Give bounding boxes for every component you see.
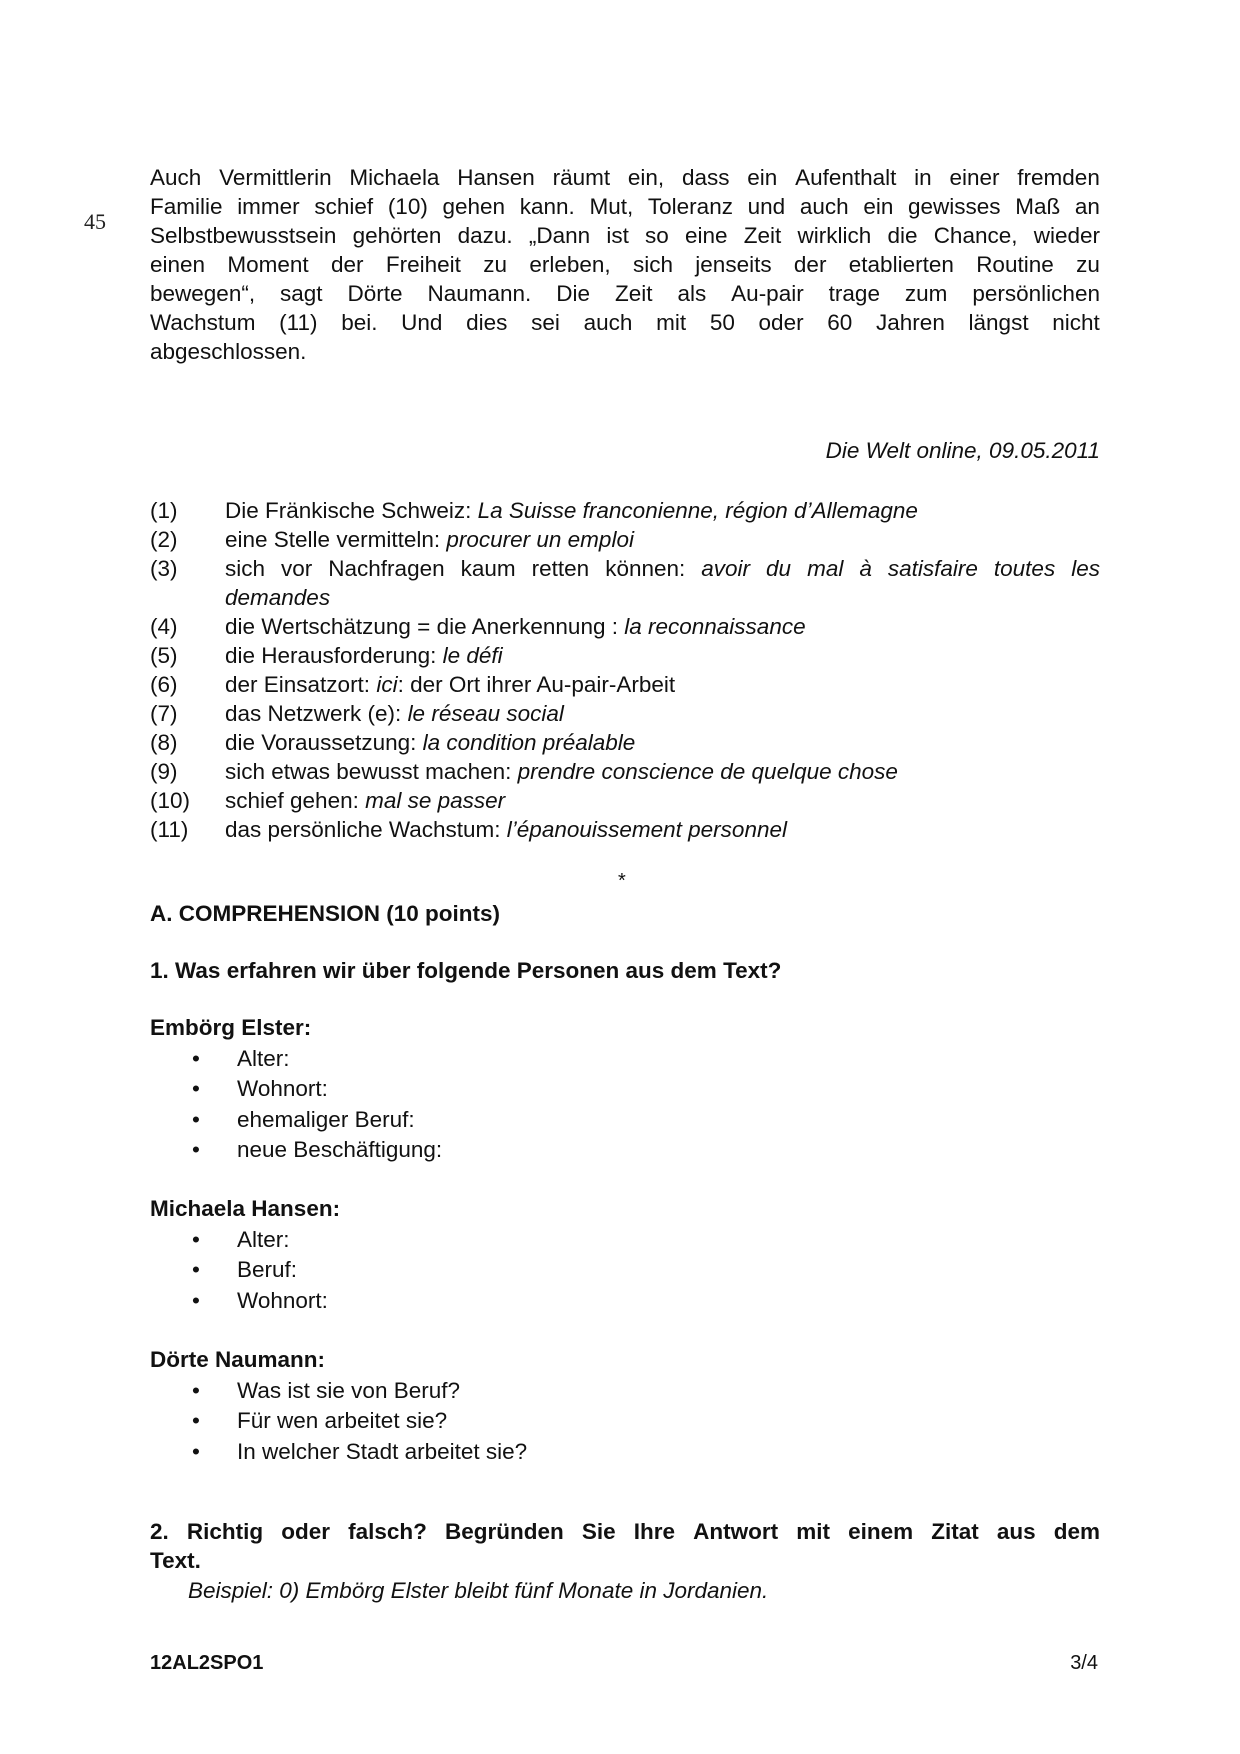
article-paragraph	[150, 163, 1100, 366]
paragraph-line	[150, 279, 1100, 308]
word: Und	[401, 310, 443, 335]
glossary-translation: le réseau social	[407, 701, 564, 726]
list-item-text: neue Beschäftigung:	[237, 1137, 443, 1162]
glossary-term: die Herausforderung:	[225, 643, 443, 668]
word: eine	[685, 223, 728, 248]
word: les	[1071, 556, 1100, 581]
paragraph-line	[150, 308, 1100, 337]
glossary-number: (6)	[150, 672, 178, 697]
word: zu	[1076, 252, 1100, 277]
word: Selbstbewusstsein	[150, 223, 337, 248]
word: du	[766, 556, 792, 581]
list-item	[150, 1437, 1100, 1468]
glossary-item	[150, 670, 1100, 699]
glossary-item	[150, 728, 1100, 757]
glossary-item	[150, 699, 1100, 728]
word: Hansen	[457, 165, 535, 190]
paragraph-line	[150, 221, 1100, 250]
word: wirklich	[797, 223, 872, 248]
list-item-text: Alter:	[237, 1226, 290, 1252]
word: ein,	[627, 165, 665, 190]
person-block-elster	[150, 1013, 1100, 1166]
word: toutes	[993, 556, 1056, 581]
glossary-number: (7)	[150, 701, 178, 726]
person-block-naumann	[150, 1345, 1100, 1467]
glossary-number: (10)	[150, 788, 191, 813]
word: sei	[531, 310, 560, 335]
person-name: Embörg Elster:	[150, 1015, 312, 1040]
word: etablierten	[848, 252, 954, 277]
word: vor	[281, 556, 313, 581]
word: an	[1074, 194, 1100, 219]
word: dass	[681, 165, 730, 190]
word: mit	[796, 1519, 830, 1544]
word: auch	[799, 194, 849, 219]
word: dem	[1053, 1519, 1100, 1544]
bullet-icon: •	[192, 1377, 200, 1403]
bullet-icon: •	[192, 1106, 200, 1132]
word: gehörten	[352, 223, 442, 248]
word: räumt	[552, 165, 611, 190]
word: einen	[150, 252, 206, 277]
word: gewisses	[908, 194, 1001, 219]
word: sagt	[280, 281, 323, 306]
word: Zitat	[931, 1519, 979, 1544]
paragraph-line	[150, 192, 1100, 221]
person-question-list	[150, 1376, 1100, 1468]
list-item-text: Was ist sie von Beruf?	[237, 1377, 461, 1403]
word: Mut,	[589, 194, 634, 219]
word: Toleranz	[647, 194, 733, 219]
question-2-line	[150, 1517, 1100, 1546]
word: jenseits	[695, 252, 772, 277]
word: der	[331, 252, 364, 277]
word: und	[747, 194, 786, 219]
word: (10)	[387, 194, 428, 219]
glossary-term: die Voraussetzung:	[225, 730, 423, 755]
glossary-suffix: : der Ort ihrer Au-pair-Arbeit	[397, 672, 676, 697]
glossary-number: (1)	[150, 498, 178, 523]
glossary-item	[150, 525, 1100, 554]
list-item-text: Alter:	[237, 1045, 290, 1071]
bullet-icon: •	[192, 1408, 200, 1433]
bullet-icon: •	[192, 1076, 200, 1101]
list-item	[150, 1074, 1100, 1105]
word: bewegen“,	[150, 281, 256, 306]
glossary-item	[150, 612, 1100, 641]
word: 2.	[150, 1519, 169, 1544]
glossary-translation: ici	[376, 672, 398, 697]
word: Richtig	[186, 1519, 264, 1544]
bullet-icon: •	[192, 1137, 200, 1162]
bullet-icon: •	[192, 1287, 200, 1313]
word: oder	[281, 1519, 330, 1544]
word: zum	[904, 281, 948, 306]
bullet-icon: •	[192, 1045, 200, 1071]
word: einer	[949, 165, 1000, 190]
list-item	[150, 1406, 1100, 1437]
word: können:	[605, 556, 686, 581]
list-item	[150, 1255, 1100, 1286]
page-number: 3/4	[1070, 1652, 1098, 1674]
word: mit	[656, 310, 687, 335]
word: Moment	[227, 252, 309, 277]
word: avoir	[701, 556, 751, 581]
paragraph-line	[150, 337, 1100, 366]
question-2	[150, 1517, 1100, 1575]
glossary-term: sich etwas bewusst machen:	[225, 759, 518, 784]
word: zu	[483, 252, 507, 277]
glossary-term: schief gehen:	[225, 788, 366, 813]
word: Jahren	[876, 310, 945, 335]
word: Zeit	[743, 223, 782, 248]
list-item-text: Wohnort:	[237, 1076, 328, 1101]
glossary-number: (3)	[150, 556, 178, 581]
word: gehen	[442, 194, 506, 219]
glossary-translation: prendre conscience de quelque chose	[517, 759, 898, 784]
word: Aufenthalt	[795, 165, 897, 190]
glossary-translation: la reconnaissance	[624, 614, 806, 639]
bullet-icon: •	[192, 1257, 200, 1282]
glossary-item	[150, 554, 1100, 612]
list-item	[150, 1044, 1100, 1075]
word: nicht	[1052, 310, 1100, 335]
word: bei.	[341, 310, 378, 335]
word: 50	[709, 310, 735, 335]
word: Begründen	[445, 1519, 564, 1544]
article-source: Die Welt online, 09.05.2011	[825, 438, 1100, 463]
line-number: 45	[84, 209, 106, 234]
word: längst	[968, 310, 1029, 335]
word: der	[793, 252, 827, 277]
word: oder	[758, 310, 804, 335]
glossary-translation: procurer un emploi	[446, 527, 634, 552]
word: Die	[556, 281, 591, 306]
word: 60	[827, 310, 853, 335]
list-item-text: ehemaliger Beruf:	[237, 1106, 415, 1132]
list-item	[150, 1225, 1100, 1256]
list-item	[150, 1105, 1100, 1136]
word: ist	[606, 223, 629, 248]
glossary-term: das persönliche Wachstum:	[225, 817, 507, 842]
word: abgeschlossen.	[150, 339, 307, 364]
person-question-list	[150, 1044, 1100, 1166]
bullet-icon: •	[192, 1226, 200, 1252]
glossary	[150, 496, 1100, 844]
person-question-list	[150, 1225, 1100, 1317]
glossary-term: der Einsatzort:	[225, 672, 377, 697]
list-item-text: Wohnort:	[237, 1287, 328, 1313]
word: ein	[863, 194, 894, 219]
word: Zeit	[614, 281, 653, 306]
word: Michaela	[349, 165, 440, 190]
glossary-number: (11)	[150, 817, 189, 842]
list-item	[150, 1135, 1100, 1166]
glossary-term: das Netzwerk (e):	[225, 701, 408, 726]
glossary-translation: mal se passer	[365, 788, 506, 813]
glossary-translation: l’épanouissement personnel	[506, 817, 787, 842]
glossary-number: (9)	[150, 759, 178, 784]
word: Vermittlerin	[219, 165, 332, 190]
word: immer	[237, 194, 300, 219]
word: mal	[807, 556, 844, 581]
glossary-term: die Wertschätzung = die Anerkennung :	[225, 614, 625, 639]
glossary-item	[150, 815, 1100, 844]
list-item	[150, 1376, 1100, 1407]
word: dies	[466, 310, 508, 335]
glossary-translation: demandes	[225, 585, 331, 610]
glossary-item	[150, 496, 1100, 525]
word: Naumann.	[427, 281, 532, 306]
word: „Dann	[528, 223, 591, 248]
glossary-term: eine Stelle vermitteln:	[225, 527, 447, 552]
word: trage	[828, 281, 880, 306]
word: à	[859, 556, 872, 581]
person-name: Michaela Hansen:	[150, 1196, 341, 1221]
word: (11)	[279, 310, 318, 335]
list-item-text: In welcher Stadt arbeitet sie?	[237, 1438, 528, 1464]
example-sentence: Beispiel: 0) Embörg Elster bleibt fünf Monate in Jordanien.	[188, 1578, 769, 1603]
glossary-item	[150, 786, 1100, 815]
word: in	[914, 165, 932, 190]
word: Antwort	[693, 1519, 779, 1544]
question-2-line: Text.	[150, 1548, 201, 1573]
person-block-hansen	[150, 1194, 1100, 1316]
list-item	[150, 1286, 1100, 1317]
word: satisfaire	[887, 556, 978, 581]
paragraph-line	[150, 163, 1100, 192]
word: fremden	[1017, 165, 1100, 190]
word: kann.	[519, 194, 575, 219]
glossary-number: (8)	[150, 730, 178, 755]
word: Freiheit	[385, 252, 461, 277]
word: erleben,	[529, 252, 611, 277]
glossary-number: (2)	[150, 527, 178, 552]
word: sich	[632, 252, 673, 277]
word: kaum	[460, 556, 516, 581]
section-separator: *	[618, 870, 626, 892]
word: Familie	[150, 194, 223, 219]
word: Au-pair	[731, 281, 804, 306]
word: sich	[225, 556, 266, 581]
word: Dörte	[347, 281, 403, 306]
word: dazu.	[457, 223, 513, 248]
word: Maß	[1015, 194, 1061, 219]
section-title: A. COMPREHENSION (10 points)	[150, 901, 501, 926]
word: falsch?	[348, 1519, 427, 1544]
word: Wachstum	[150, 310, 256, 335]
word: Auch	[150, 165, 202, 190]
glossary-translation: la condition préalable	[422, 730, 636, 755]
glossary-number: (4)	[150, 614, 178, 639]
word: Ihre	[633, 1519, 676, 1544]
question-1: 1. Was erfahren wir über folgende Personen aus dem Text?	[150, 958, 782, 983]
paragraph-line	[150, 250, 1100, 279]
word: als	[677, 281, 707, 306]
word: die	[887, 223, 918, 248]
word: Sie	[581, 1519, 616, 1544]
bullet-icon: •	[192, 1438, 200, 1464]
glossary-translation: La Suisse franconienne, région d’Allemagne	[477, 498, 918, 523]
list-item-text: Beruf:	[237, 1257, 298, 1282]
word: Chance,	[933, 223, 1018, 248]
glossary-item	[150, 641, 1100, 670]
word: Routine	[976, 252, 1054, 277]
glossary-term: Die Fränkische Schweiz:	[225, 498, 478, 523]
word: retten	[531, 556, 590, 581]
glossary-justified-line	[225, 554, 1100, 583]
document-code: 12AL2SPO1	[150, 1652, 264, 1674]
list-item-text: Für wen arbeitet sie?	[237, 1408, 448, 1433]
word: auch	[583, 310, 633, 335]
person-name: Dörte Naumann:	[150, 1347, 326, 1372]
glossary-translation: le défi	[442, 643, 503, 668]
glossary-item	[150, 757, 1100, 786]
word: einem	[848, 1519, 914, 1544]
word: aus	[996, 1519, 1036, 1544]
word: Nachfragen	[328, 556, 445, 581]
word: so	[645, 223, 669, 248]
glossary-number: (5)	[150, 643, 178, 668]
word: persönlichen	[972, 281, 1100, 306]
word: wieder	[1033, 223, 1100, 248]
word: ein	[747, 165, 778, 190]
word: schief	[314, 194, 374, 219]
